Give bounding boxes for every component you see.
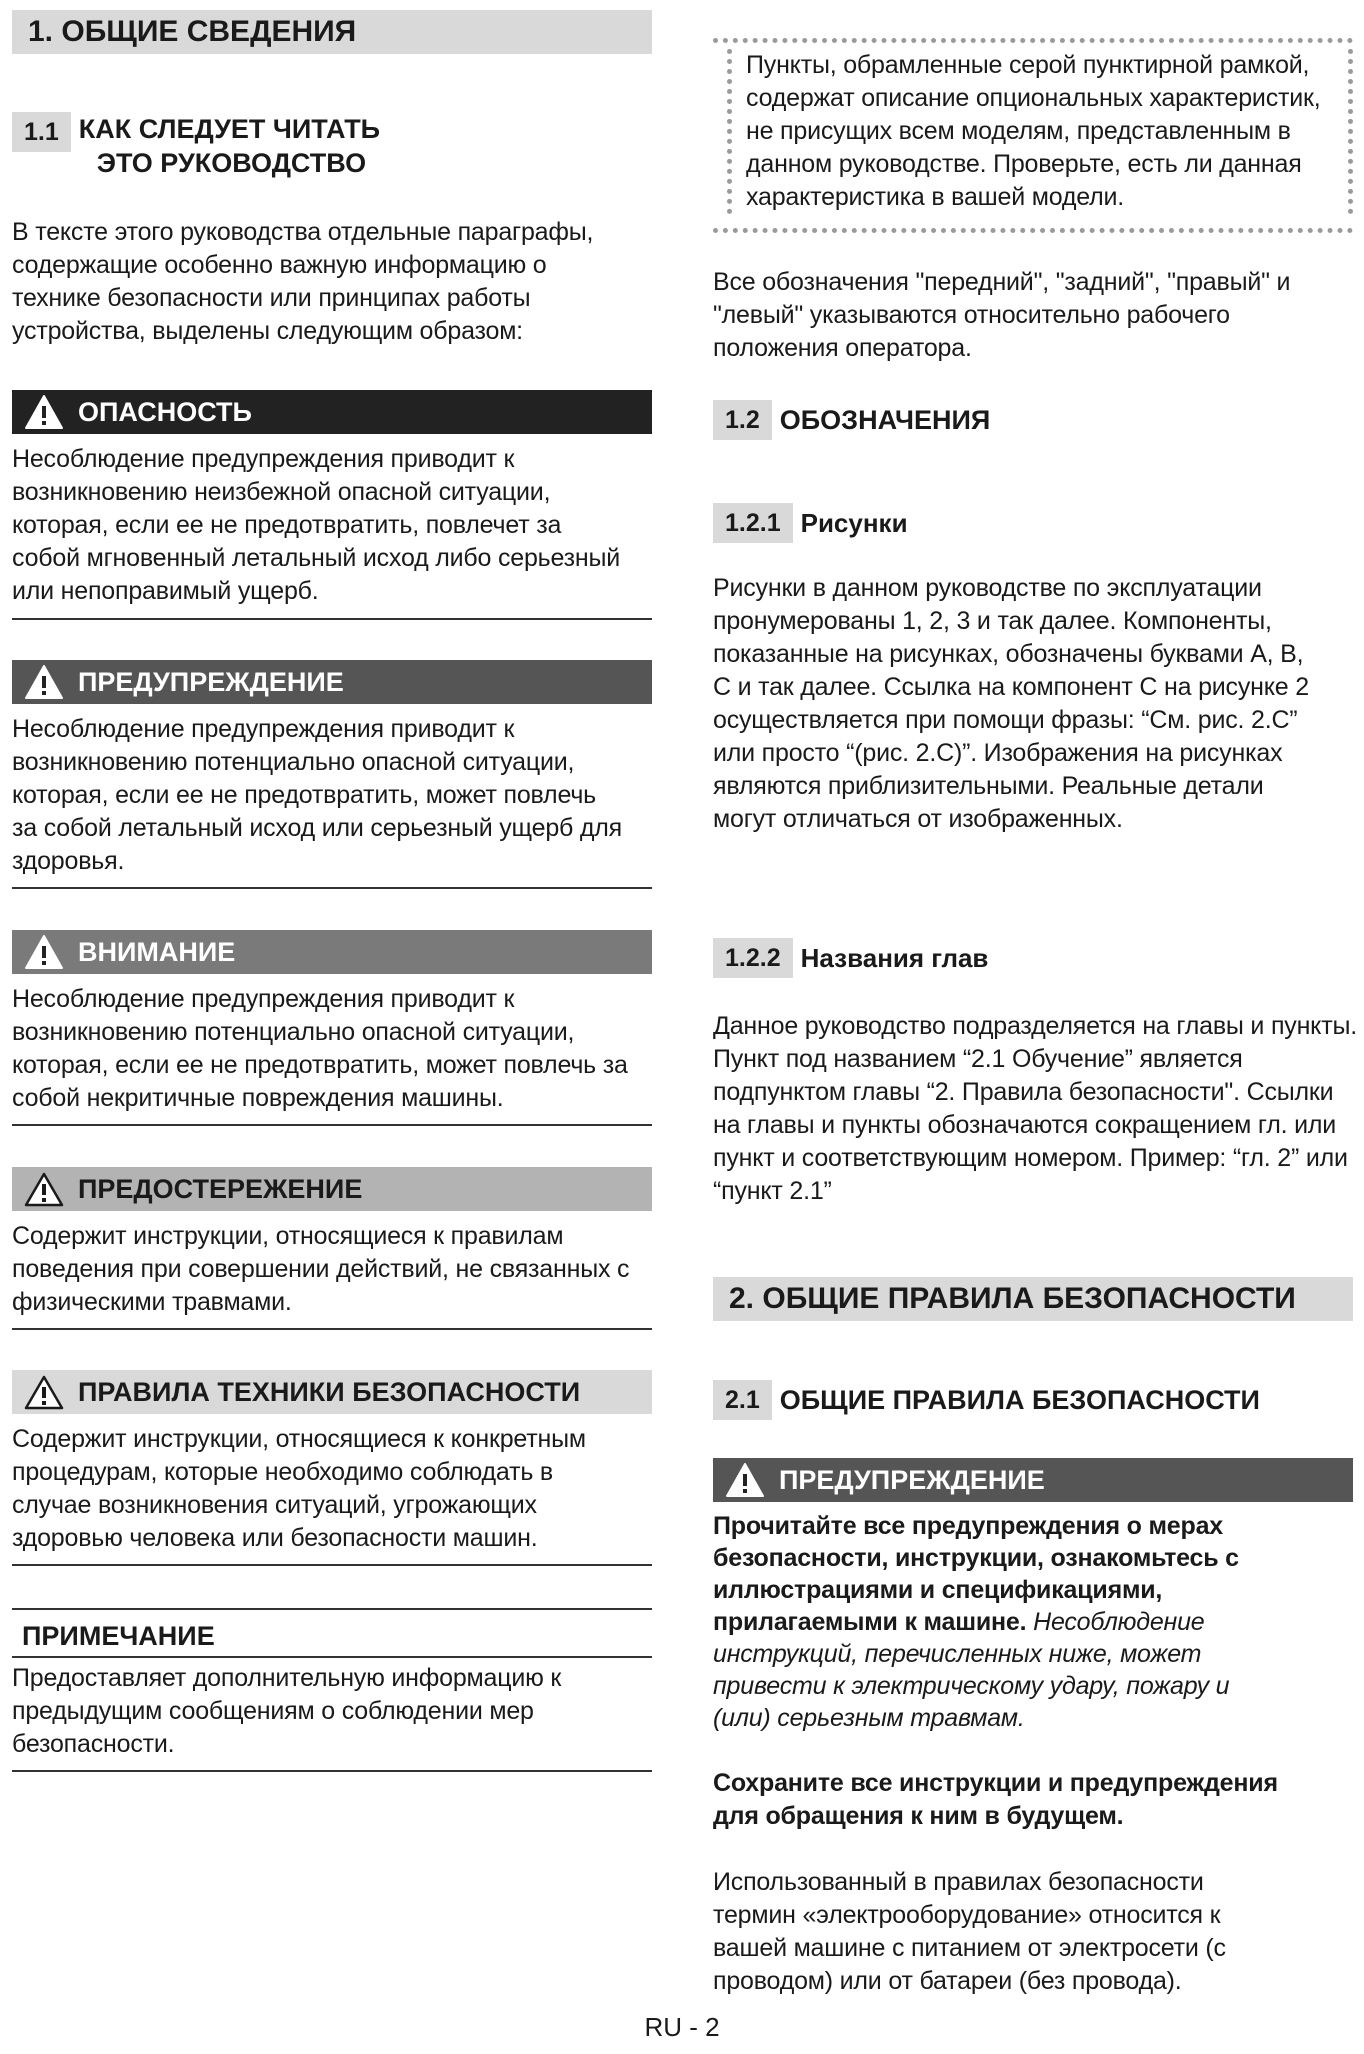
section-1-1-title: КАК СЛЕДУЕТ ЧИТАТЬ bbox=[78, 114, 381, 144]
note-divider bbox=[12, 1770, 652, 1772]
note-label: ПРИМЕЧАНИЕ bbox=[22, 1621, 215, 1651]
optional-features-text: Пункты, обрамленные серой пунктирной рамкой, содержат описание опциональных характеристик, не присущих всем моделям, представленным в данном руководстве. Проверьте, есть ли данная характеристика в вашей модели. bbox=[746, 51, 1321, 211]
attention-label: ВНИМАНИЕ bbox=[78, 937, 236, 967]
directions-text: Все обозначения "передний", "задний", "правый" и "левый" указываются относительно рабочего положения оператора. bbox=[713, 268, 1291, 362]
note-text: Предоставляет дополнительную информацию к предыдущим сообщениям о соблюдении мер безопасности. bbox=[12, 1664, 562, 1758]
warning-divider bbox=[12, 887, 652, 889]
general-warning-label: ПРЕДУПРЕЖДЕНИЕ bbox=[779, 1465, 1045, 1495]
note-bottom-rule bbox=[12, 1656, 652, 1658]
note-top-rule bbox=[12, 1608, 652, 1610]
warning-bar bbox=[12, 660, 652, 704]
section-1-2-2-title: Названия глав bbox=[800, 943, 989, 973]
warning-triangle-icon bbox=[725, 1462, 765, 1498]
figures-text: Рисунки в данном руководстве по эксплуатации пронумерованы 1, 2, 3 и так далее. Компоненты, показанные на рисунках, обозначены буквами A, B, C и так далее. Ссылка на компонент C на рисунке 2 осуществляется при помощи фразы: “См. рис. 2.C” или просто “(рис. 2.C)”. Изображения на рисунках являются приблизительными. Реальные детали могут отличаться от изображенных. bbox=[713, 574, 1309, 833]
section-1-1-title-line2: ЭТО РУКОВОДСТВО bbox=[96, 148, 367, 178]
attention-bar bbox=[12, 930, 652, 974]
caution-text: Содержит инструкции, относящиеся к правилам поведения при совершении действий, не связанных с физическими травмами. bbox=[12, 1222, 630, 1316]
warning-label: ПРЕДУПРЕЖДЕНИЕ bbox=[78, 667, 344, 697]
caution-divider bbox=[12, 1328, 652, 1330]
read-instructions-italic: Несоблюдение инструкций, перечисленных ниже, может привести к электрическому удару, пожару и (или) серьезным травмам. bbox=[713, 1608, 1230, 1732]
chapter-2-heading: 2. ОБЩИЕ ПРАВИЛА БЕЗОПАСНОСТИ bbox=[713, 1277, 1353, 1321]
section-1-2-1-heading bbox=[713, 503, 908, 543]
warning-triangle-icon bbox=[24, 934, 64, 970]
attention-divider bbox=[12, 1124, 652, 1126]
section-1-2-1-number: 1.2.1 bbox=[713, 503, 793, 543]
warning-triangle-icon bbox=[24, 394, 64, 430]
intro-paragraph: В тексте этого руководства отдельные параграфы, содержащие особенно важную информацию о технике безопасности или принципах работы устройства, выделены следующим образом: bbox=[12, 218, 594, 345]
general-warning-bar bbox=[713, 1458, 1353, 1502]
warning-triangle-icon bbox=[24, 664, 64, 700]
warning-triangle-icon bbox=[24, 1374, 64, 1410]
safety-label: ПРАВИЛА ТЕХНИКИ БЕЗОПАСНОСТИ bbox=[78, 1377, 581, 1407]
danger-label: ОПАСНОСТЬ bbox=[78, 397, 252, 427]
section-1-2-1-title: Рисунки bbox=[800, 508, 908, 538]
section-1-1-heading bbox=[12, 112, 652, 180]
read-instructions-bold: Прочитайте все предупреждения о мерах безопасности, инструкции, ознакомьтесь с иллюстрациями и спецификациями, прилагаемыми к машине. bbox=[713, 1512, 1239, 1636]
safety-divider bbox=[12, 1564, 652, 1566]
section-1-2-2-number: 1.2.2 bbox=[713, 938, 793, 978]
section-1-1-number: 1.1 bbox=[12, 112, 71, 152]
read-instructions-text bbox=[713, 1510, 1273, 1734]
section-1-2-title: ОБОЗНАЧЕНИЯ bbox=[779, 405, 991, 435]
danger-bar bbox=[12, 390, 652, 434]
chapter-1-heading: 1. ОБЩИЕ СВЕДЕНИЯ bbox=[12, 10, 652, 54]
safety-text: Содержит инструкции, относящиеся к конкретным процедурам, которые необходимо соблюдать в случае возникновения ситуаций, угрожающих здоровью человека или безопасности машин. bbox=[12, 1425, 586, 1552]
danger-text: Несоблюдение предупреждения приводит к возникновению неизбежной опасной ситуации, которая, если ее не предотвратить, повлечет за собой мгновенный летальный исход либо серьезный или непоправимый ущерб. bbox=[12, 445, 621, 605]
danger-divider bbox=[12, 618, 652, 620]
caution-bar bbox=[12, 1167, 652, 1211]
optional-features-box bbox=[713, 38, 1353, 233]
page-number: RU - 2 bbox=[644, 2012, 720, 2042]
section-1-2-2-heading bbox=[713, 938, 988, 978]
chapters-text: Данное руководство подразделяется на главы и пункты. Пункт под названием “2.1 Обучение” является подпунктом главы “2. Правила безопасности". Ссылки на главы и пункты обозначаются сокращением гл. или пункт и соответствующим номером. Пример: “гл. 2” или “пункт 2.1” bbox=[713, 1012, 1357, 1205]
section-2-1-number: 2.1 bbox=[713, 1380, 772, 1420]
section-1-2-number: 1.2 bbox=[713, 400, 772, 440]
keep-instructions-text: Сохраните все инструкции и предупреждения для обращения к ним в будущем. bbox=[713, 1769, 1278, 1830]
section-1-2-heading bbox=[713, 400, 990, 440]
caution-label: ПРЕДОСТЕРЕЖЕНИЕ bbox=[78, 1174, 363, 1204]
attention-text: Несоблюдение предупреждения приводит к возникновению потенциально опасной ситуации, которая, если ее не предотвратить, может повлечь за собой некритичные повреждения машины. bbox=[12, 985, 628, 1112]
warning-triangle-icon bbox=[24, 1171, 64, 1207]
section-2-1-heading bbox=[713, 1380, 1260, 1420]
term-definition-text: Использованный в правилах безопасности термин «электрооборудование» относится к вашей машине с питанием от электросети (с проводом) или от батареи (без провода). bbox=[713, 1868, 1226, 1995]
section-2-1-title: ОБЩИЕ ПРАВИЛА БЕЗОПАСНОСТИ bbox=[779, 1385, 1260, 1415]
safety-bar bbox=[12, 1370, 652, 1414]
warning-text: Несоблюдение предупреждения приводит к возникновению потенциально опасной ситуации, которая, если ее не предотвратить, может повлечь за собой летальный исход или серьезный ущерб для здоровья. bbox=[12, 715, 623, 875]
